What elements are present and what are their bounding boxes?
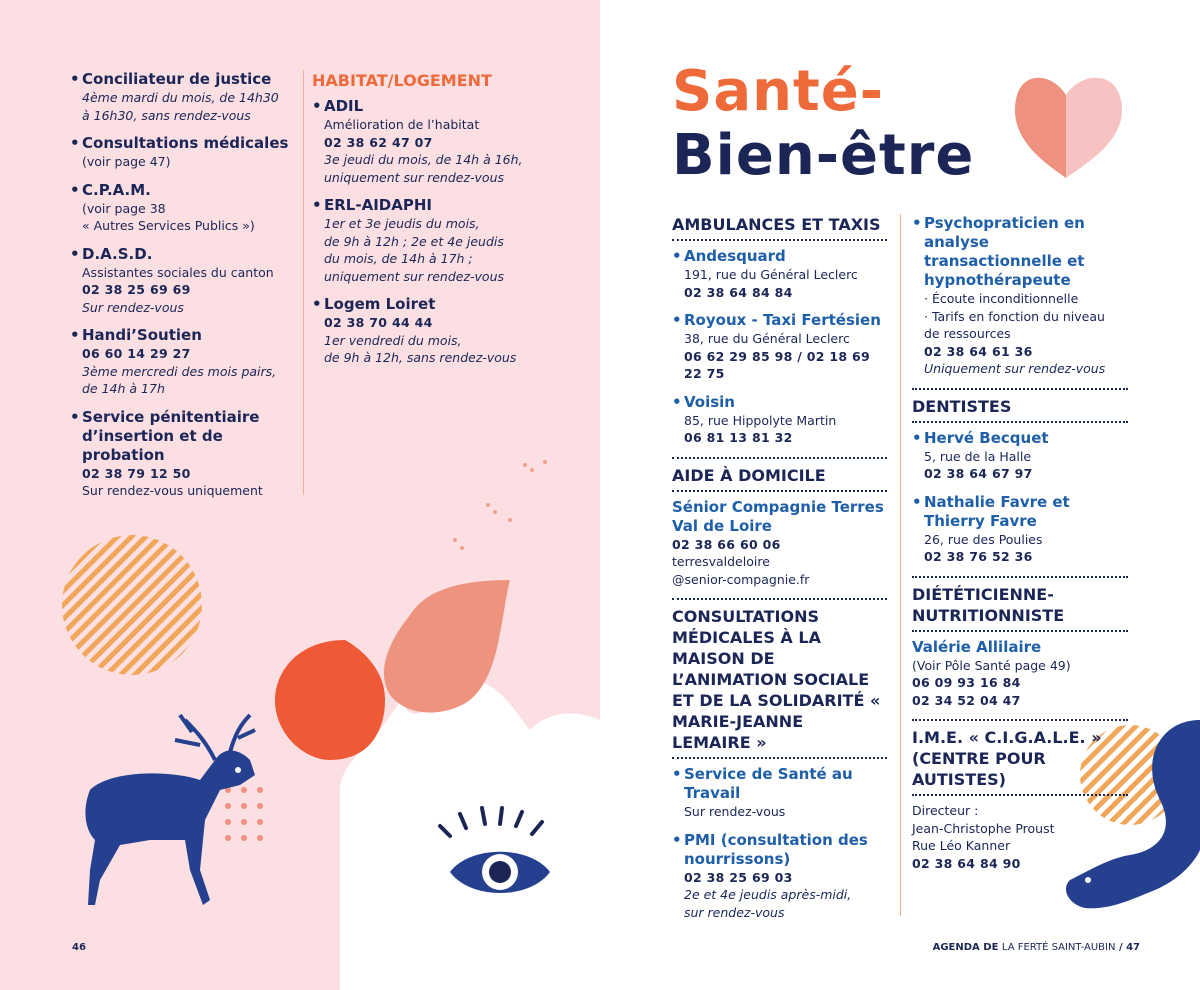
entry-detail: 3ème mercredi des mois pairs,: [82, 363, 277, 379]
phone-number: 02 38 76 52 36: [924, 549, 1033, 564]
phone-number: 02 38 64 84 90: [912, 855, 1021, 871]
entry-detail: @senior-compagnie.fr: [672, 571, 810, 587]
entry-title: • Consultations médicales: [70, 134, 295, 153]
entry-title: • Handi’Soutien: [70, 326, 295, 345]
entry-detail: (voir page 38: [82, 200, 166, 216]
entry-title: • Service de Santé au Travail: [672, 765, 887, 803]
left-column-divider: [303, 70, 304, 495]
entry-detail: 1er vendredi du mois,: [324, 332, 462, 348]
directory-entry: [912, 214, 1128, 378]
entry-detail: 1er et 3e jeudis du mois,: [324, 216, 480, 231]
entry-detail: Sur rendez-vous: [82, 299, 184, 315]
dotted-separator: [672, 598, 887, 600]
entry-detail: de 9h à 12h ; 2e et 4e jeudis: [324, 233, 504, 249]
directory-entry: [70, 134, 295, 171]
entry-detail: sur rendez-vous: [684, 904, 785, 920]
phone-number: 02 38 64 84 84: [684, 284, 793, 300]
directory-entry: [912, 493, 1128, 566]
entry-detail: Sur rendez-vous uniquement: [82, 483, 263, 498]
entry-title: • PMI (consultation des nourrissons): [672, 831, 887, 869]
entry-detail: 85, rue Hippolyte Martin: [684, 412, 837, 428]
directory-entry: [70, 245, 295, 317]
phone-number: 02 38 25 69 69: [82, 282, 191, 297]
directory-entry: [312, 97, 572, 186]
directory-entry: [672, 247, 887, 301]
section-heading: AIDE À DOMICILE: [672, 465, 826, 485]
dotted-separator: [912, 630, 1128, 632]
habitat-logement-heading: HABITAT/LOGEMENT: [312, 71, 492, 90]
entry-detail: 26, rue des Poulies: [924, 531, 1043, 547]
entry-detail: (voir page 47): [82, 154, 171, 169]
directory-entry: [672, 498, 887, 589]
phone-number: 06 09 93 16 84: [912, 675, 1021, 690]
left-column-1: [70, 70, 295, 510]
entry-title: Sénior Compagnie Terres Val de Loire: [672, 497, 884, 535]
entry-detail: de 14h à 17h: [82, 381, 165, 396]
title-line-1: Santé-: [672, 59, 884, 124]
entry-title: • Hervé Becquet: [912, 429, 1128, 448]
entry-detail: uniquement sur rendez-vous: [324, 169, 505, 185]
section-heading: AMBULANCES ET TAXIS: [672, 215, 881, 234]
entry-detail: 5, rue de la Halle: [924, 448, 1032, 464]
entry-detail: uniquement sur rendez-vous: [324, 268, 505, 284]
footer-agenda: AGENDA DE: [932, 942, 999, 953]
section-heading: DIÉTÉTICIENNE-NUTRITIONNISTE: [912, 584, 1065, 625]
dotted-separator: [912, 388, 1128, 390]
entry-detail: terresvaldeloire: [672, 554, 770, 569]
section-heading: DENTISTES: [912, 396, 1012, 416]
entry-title: • Nathalie Favre et Thierry Favre: [912, 493, 1128, 531]
right-column-divider: [900, 214, 901, 916]
heart-illustration: [1015, 78, 1122, 178]
entry-detail: de ressources: [924, 326, 1011, 341]
entry-detail: Amélioration de l’habitat: [324, 117, 480, 132]
page-number-right: / 47: [1118, 942, 1140, 953]
page-title: [672, 60, 974, 188]
entry-detail: Sur rendez-vous: [684, 804, 786, 819]
entry-detail: 2e et 4e jeudis après-midi,: [684, 887, 852, 902]
entry-detail: 38, rue du Général Leclerc: [684, 331, 850, 346]
left-column-2: [312, 70, 572, 377]
entry-detail: · Tarifs en fonction du niveau: [924, 308, 1105, 324]
directory-entry: [912, 429, 1128, 483]
directory-entry: [70, 408, 295, 500]
dotted-separator: [672, 239, 887, 241]
footer-town: LA FERTÉ SAINT-AUBIN: [1001, 942, 1116, 953]
directory-entry: [672, 831, 887, 922]
dots-grid-shape: [225, 787, 263, 841]
directory-entry: [312, 196, 572, 285]
phone-number: 02 38 66 60 06: [672, 536, 781, 552]
entry-title: • Psychopraticien en analyse transactionnelle et hypnothérapeute: [912, 214, 1128, 290]
entry-title: • ADIL: [312, 97, 572, 116]
phone-number: 02 38 25 69 03: [684, 869, 793, 885]
phone-number: 02 38 70 44 44: [324, 315, 433, 330]
title-line-2: Bien-être: [672, 123, 975, 188]
phone-number: 02 38 79 12 50: [82, 465, 191, 481]
dotted-separator: [672, 457, 887, 459]
footer-right: [933, 942, 1140, 953]
orange-drop-shape: [275, 640, 385, 760]
phone-number: 02 38 64 61 36: [924, 343, 1033, 359]
footprints-shape: [453, 460, 547, 550]
entry-detail: à 16h30, sans rendez-vous: [82, 107, 251, 123]
phone-number: 02 34 52 04 47: [912, 692, 1021, 708]
phone-number: 06 81 13 81 32: [684, 430, 793, 445]
stag-illustration: [85, 715, 255, 905]
entry-detail: 3e jeudi du mois, de 14h à 16h,: [324, 152, 523, 167]
dotted-separator: [672, 757, 887, 759]
entry-title: • Conciliateur de justice: [70, 70, 295, 89]
directory-entry: [912, 638, 1128, 710]
entry-detail: Jean-Christophe Proust: [912, 820, 1055, 836]
entry-detail: Assistantes sociales du canton: [82, 264, 274, 280]
entry-title: Valérie Allilaire: [912, 637, 1042, 656]
entry-title: • Royoux - Taxi Fertésien: [672, 311, 887, 330]
phone-number: 06 62 29 85 98 / 02 18 69 22 75: [684, 348, 871, 381]
directory-entry: [672, 311, 887, 383]
entry-detail: « Autres Services Publics »): [82, 218, 255, 233]
phone-number: 02 38 64 67 97: [924, 466, 1033, 481]
entry-detail: de 9h à 12h, sans rendez-vous: [324, 350, 517, 365]
directory-entry: [70, 70, 295, 124]
entry-title: • Service pénitentiaire d’insertion et de probation: [70, 408, 295, 465]
page-number-left: 46: [72, 942, 86, 953]
entry-title: • ERL-AIDAPHI: [312, 196, 572, 215]
entry-detail: Rue Léo Kanner: [912, 838, 1011, 853]
dotted-separator: [912, 719, 1128, 721]
phone-number: 02 38 62 47 07: [324, 134, 433, 150]
right-column-2: [912, 214, 1128, 882]
directory-entry: [70, 326, 295, 398]
directory-entry: [672, 393, 887, 447]
phone-number: 06 60 14 29 27: [82, 346, 191, 361]
entry-detail: 4ème mardi du mois, de 14h30: [82, 90, 279, 105]
entry-detail: · Écoute inconditionnelle: [924, 291, 1079, 306]
dotted-separator: [912, 576, 1128, 578]
directory-entry: [672, 765, 887, 821]
striped-circle-shape: [62, 535, 202, 675]
directory-entry: [70, 181, 295, 235]
entry-detail: 191, rue du Général Leclerc: [684, 267, 858, 282]
right-column-1: [672, 214, 887, 931]
dotted-separator: [672, 490, 887, 492]
right-page: [600, 0, 1200, 990]
entry-title: • Voisin: [672, 393, 887, 412]
section-heading: CONSULTATIONS MÉDICALES À LA MAISON DE L’ANIMATION SOCIALE ET DE LA SOLIDARITÉ « MARIE-JEANNE LEMAIRE »: [672, 607, 881, 752]
entry-detail: Directeur :: [912, 803, 979, 818]
entry-detail: du mois, de 14h à 17h ;: [324, 251, 473, 266]
dotted-separator: [912, 421, 1128, 423]
entry-detail: Uniquement sur rendez-vous: [924, 361, 1106, 376]
entry-title: • Andesquard: [672, 247, 887, 266]
directory-entry: [312, 295, 572, 367]
entry-detail: (Voir Pôle Santé page 49): [912, 657, 1071, 673]
entry-title: • Logem Loiret: [312, 295, 572, 314]
directory-entry: [912, 802, 1128, 872]
section-heading: I.M.E. « C.I.G.A.L.E. » (CENTRE POUR AUTISTES): [912, 728, 1102, 789]
entry-title: • C.P.A.M.: [70, 181, 295, 200]
dotted-separator: [912, 794, 1128, 796]
entry-title: • D.A.S.D.: [70, 245, 295, 264]
